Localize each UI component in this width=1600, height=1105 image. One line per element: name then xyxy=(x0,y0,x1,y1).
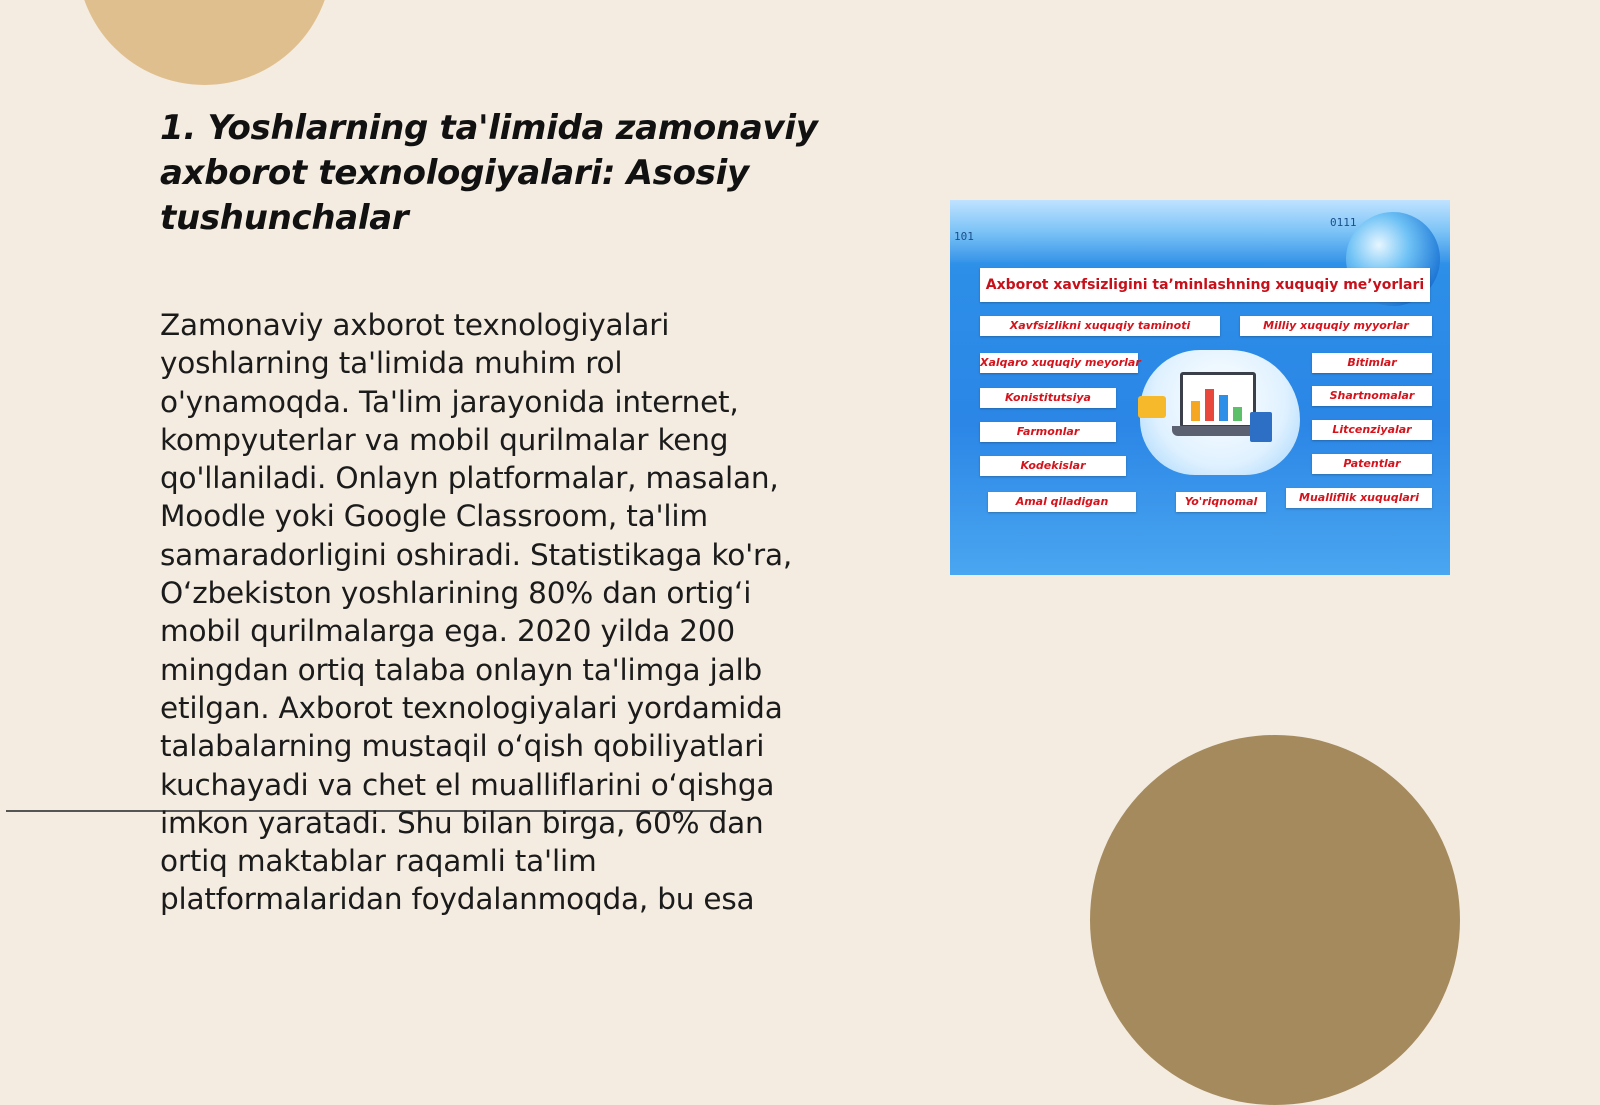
label-center-bottom: Yo'riqnomal xyxy=(1176,492,1266,512)
label-right-6: Mualliflik xuquqlari xyxy=(1286,488,1432,508)
label-left-2: Xalqaro xuquqiy meyorlar xyxy=(980,353,1138,373)
label-left-1: Xavfsizlikni xuquqiy taminoti xyxy=(980,316,1220,336)
slide-title: 1. Yoshlarning ta'limida zamonaviy axborot texnologiyalari: Asosiy tushunchalar xyxy=(160,108,818,238)
infographic-heading: Axborot xavfsizligini ta’minlashning xuquqiy me’yorlari xyxy=(980,268,1430,302)
chart-bar-icon xyxy=(1233,407,1242,421)
chart-bar-icon xyxy=(1219,395,1228,421)
label-left-4: Farmonlar xyxy=(980,422,1116,442)
laptop-chart-icon xyxy=(1180,372,1256,428)
laptop-base-icon xyxy=(1172,426,1262,436)
label-right-5: Patentlar xyxy=(1312,454,1432,474)
binary-digits-left: 101 xyxy=(954,230,974,243)
label-left-6: Amal qiladigan xyxy=(988,492,1136,512)
chart-bar-icon xyxy=(1191,401,1200,421)
decorative-circle-top xyxy=(77,0,332,85)
label-right-1: Milliy xuquqiy myyorlar xyxy=(1240,316,1432,336)
binary-digits-top: 0111 xyxy=(1330,216,1357,229)
label-right-3: Shartnomalar xyxy=(1312,386,1432,406)
label-right-2: Bitimlar xyxy=(1312,353,1432,373)
decorative-circle-bottom xyxy=(1090,735,1460,1105)
legal-norms-infographic xyxy=(950,200,1450,575)
label-left-3: Konistitutsiya xyxy=(980,388,1116,408)
server-icon xyxy=(1250,412,1272,442)
label-right-4: Litcenziyalar xyxy=(1312,420,1432,440)
chart-bar-icon xyxy=(1205,389,1214,421)
label-left-5: Kodekislar xyxy=(980,456,1126,476)
cube-icon xyxy=(1138,396,1166,418)
slide-body-text: Zamonaviy axborot texnologiyalari yoshlarning ta'limida muhim rol o'ynamoqda. Ta'lim jarayonida internet, kompyuterlar va mobil qurilmalar keng qo'llaniladi. Onlayn platformalar, masalan, Moodle yoki Google Classroom, ta'lim samaradorligini oshiradi. Statistikaga ko'ra, O‘zbekiston yoshlarining 80% dan ortig‘i mobil qurilmalarga ega. 2020 yilda 200 mingdan ortiq talaba onlayn ta'limga jalb etilgan. Axborot texnologiyalari yordamida talabalarning mustaqil o‘qish qobiliyatlari kuchayadi va chet el mualliflarini o‘qishga imkon yaratadi. Shu bilan birga, 60% dan ortiq maktablar raqamli ta'lim platformalaridan foydalanmoqda, bu esa xyxy=(160,308,793,917)
